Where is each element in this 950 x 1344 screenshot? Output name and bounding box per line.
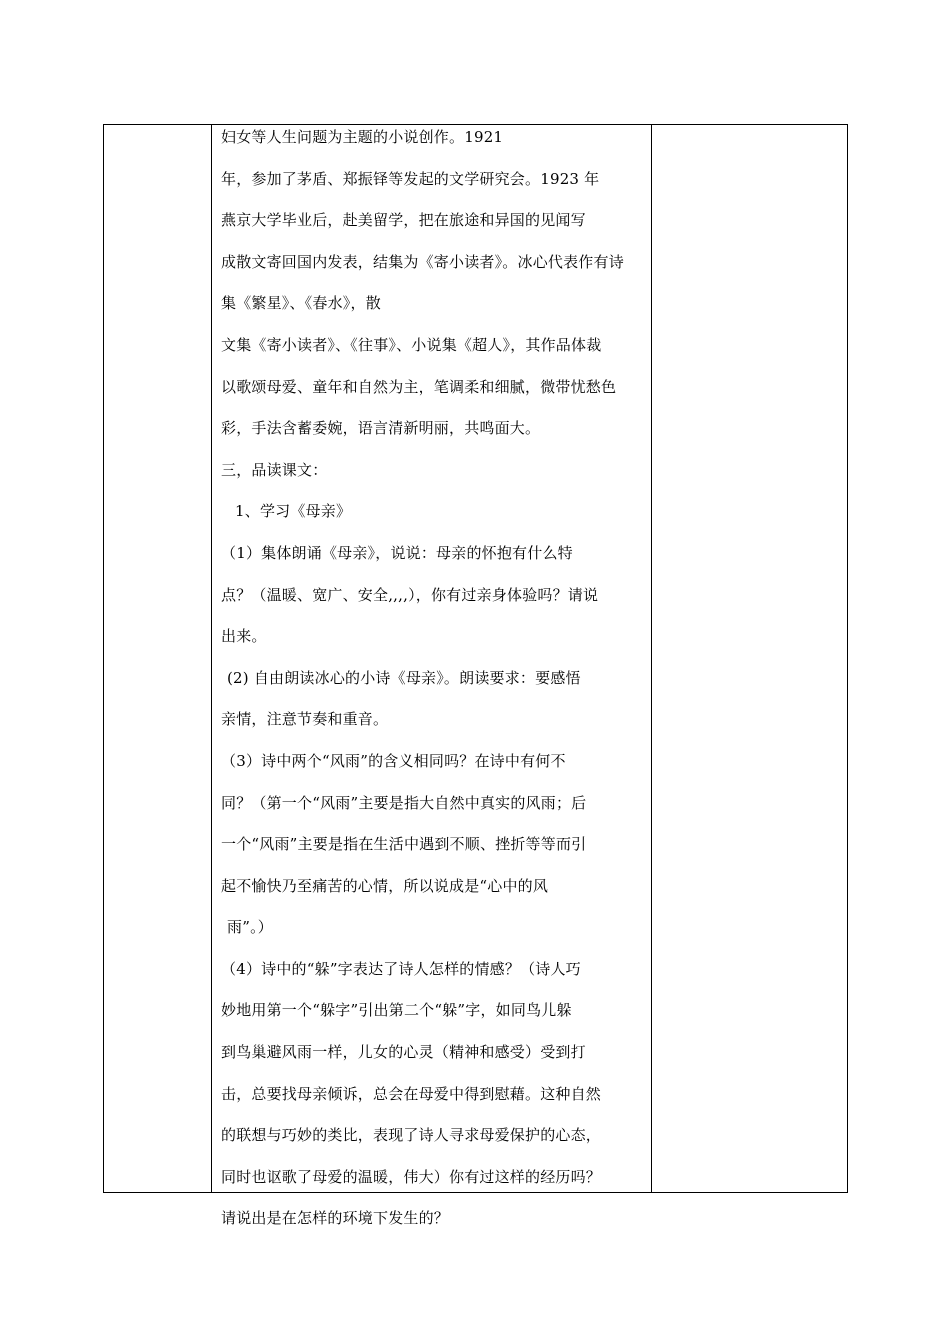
text-line: 到鸟巢避风雨一样，儿女的心灵（精神和感受）受到打 — [221, 1043, 586, 1062]
text-line: 点？（温暖、宽广、安全,,,,），你有过亲身体验吗？请说 — [221, 585, 599, 604]
text-line: 以歌颂母爱、童年和自然为主，笔调柔和细腻，微带忧愁色 — [221, 377, 617, 396]
text-line: 击，总要找母亲倾诉，总会在母爱中得到慰藉。这种自然 — [221, 1084, 602, 1103]
text-line: 起不愉快乃至痛苦的心情，所以说成是“心中的风 — [221, 876, 549, 895]
text-line: （4）诗中的“躲”字表达了诗人怎样的情感？（诗人巧 — [221, 959, 581, 978]
text-line: 请说出是在怎样的环境下发生的？ — [221, 1209, 450, 1228]
text-line: 年，参加了茅盾、郑振铎等发起的文学研究会。1923 年 — [221, 169, 600, 188]
text-line: 出来。 — [221, 627, 267, 646]
text-line: 一个“风雨”主要是指在生活中遇到不顺、挫折等等而引 — [221, 835, 587, 854]
table-right-cell — [652, 125, 847, 1192]
main-cell-text — [221, 127, 647, 1250]
text-line: 亲情，注意节奏和重音。 — [221, 710, 389, 729]
text-line: 文集《寄小读者》、《往事》、小说集《超人》，其作品体裁 — [221, 335, 602, 354]
text-line: 集《繁星》、《春水》，散 — [221, 294, 381, 313]
table-main-cell — [212, 125, 652, 1228]
text-line: 1、学习《母亲》 — [235, 502, 352, 521]
text-line: 同？（第一个“风雨”主要是指大自然中真实的风雨；后 — [221, 793, 587, 812]
text-line: 彩，手法含蓄委婉，语言清新明丽，共鸣面大。 — [221, 419, 541, 438]
text-line: 三，品读课文： — [221, 460, 328, 479]
text-line: 同时也讴歌了母爱的温暖，伟大）你有过这样的经历吗？ — [221, 1167, 602, 1186]
text-line: 妙地用第一个“躲字”引出第二个“躲”字，如同鸟儿躲 — [221, 1001, 572, 1020]
lesson-table — [103, 124, 848, 1228]
text-line: (2) 自由朗读冰心的小诗《母亲》。朗读要求：要感悟 — [227, 668, 581, 687]
table-left-cell — [104, 125, 212, 1192]
text-line: （3）诗中两个“风雨”的含义相同吗？在诗中有何不 — [221, 751, 566, 770]
text-line: 妇女等人生问题为主题的小说创作。1921 — [221, 128, 504, 146]
text-line: 成散文寄回国内发表，结集为《寄小读者》。冰心代表作有诗 — [221, 252, 624, 271]
text-line: （1）集体朗诵《母亲》，说说：母亲的怀抱有什么特 — [221, 543, 573, 562]
text-line: 燕京大学毕业后，赴美留学，把在旅途和异国的见闻写 — [221, 211, 586, 230]
text-line: 雨”。） — [227, 918, 273, 937]
text-line: 的联想与巧妙的类比，表现了诗人寻求母爱保护的心态， — [221, 1126, 602, 1145]
